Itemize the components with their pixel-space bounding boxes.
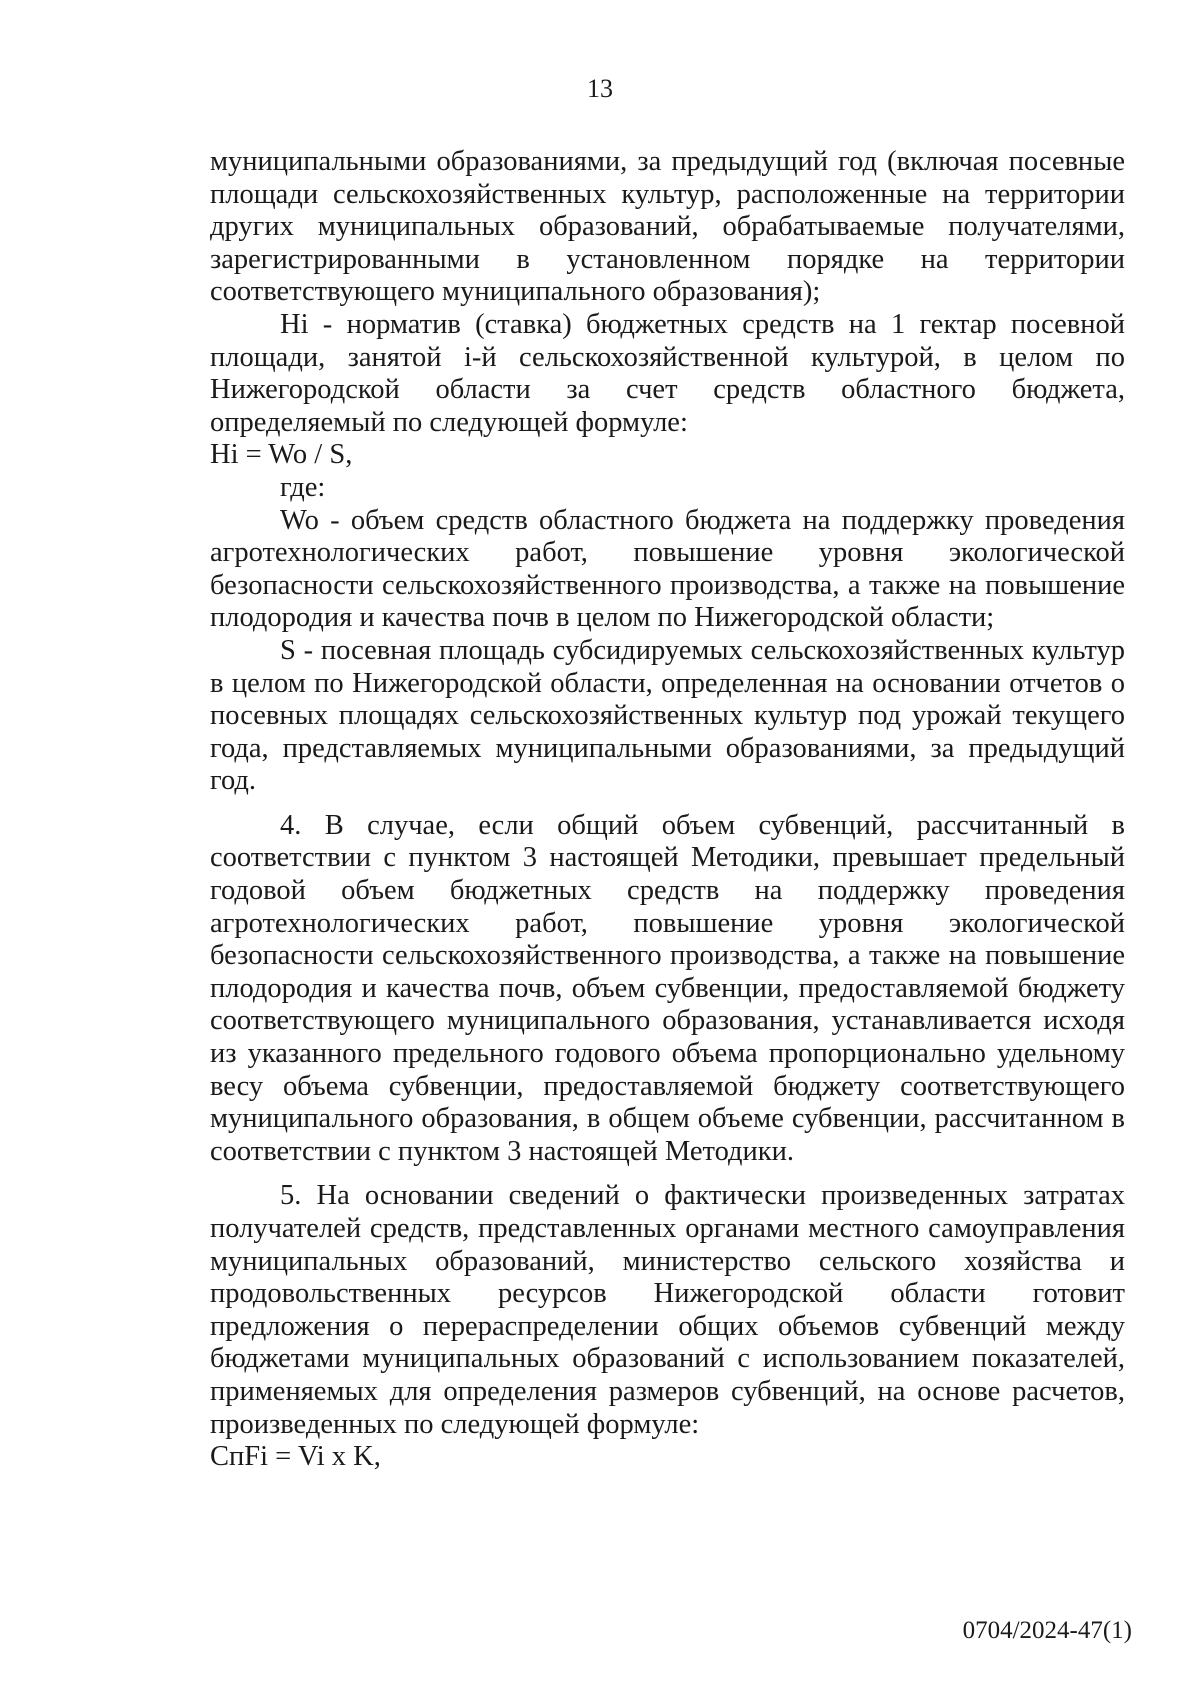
paragraph-s-definition: S - посевная площадь субсидируемых сельскохозяйственных культур в целом по Нижегородской области, определенная на основании отчетов о посевных площадях сельскохозяйственных культур под урожай текущего года, представляемых муниципальными образованиями, за предыдущий год. (210, 634, 1125, 797)
paragraph-item-4: 4. В случае, если общий объем субвенций, рассчитанный в соответствии с пунктом 3 настоящей Методики, превышает предельный годовой объем бюджетных средств на поддержку проведения агротехнологических работ, повышение уровня экологической безопасности сельскохозяйственного производства, а также на повышение плодородия и качества почв, объем субвенции, предоставляемой бюджету соответствующего муниципального образования, устанавливается исходя из указанного предельного годового объема пропорционально удельному весу объема субвенции, предоставляемой бюджету соответствующего муниципального образования, в общем объеме субвенции, рассчитанном в соответствии с пунктом 3 настоящей Методики. (210, 809, 1125, 1167)
document-id: 0704/2024-47(1) (962, 1617, 1132, 1644)
paragraph-continuation: муниципальными образованиями, за предыдущий год (включая посевные площади сельскохозяйственных культур, расположенные на территории других муниципальных образований, обрабатываемые получателями, зарегистрированными в установленном порядке на территории соответствующего муниципального образования); (210, 146, 1125, 308)
paragraph-wo-definition: Wo - объем средств областного бюджета на поддержку проведения агротехнологических работ, повышение уровня экологической безопасности сельскохозяйственного производства, а также на повышение плодородия и качества почв в целом по Нижегородской области; (210, 504, 1125, 634)
paragraph-norm-definition: Нi - норматив (ставка) бюджетных средств на 1 гектар посевной площади, занятой i-й сельскохозяйственной культурой, в целом по Нижегородской области за счет средств областного бюджета, определяемый по следующей формуле: (210, 308, 1125, 438)
formula-norm: Нi = Wo / S, (210, 439, 353, 471)
formula-redistribution: СпFi = Vi x K, (210, 1441, 381, 1473)
document-body (210, 146, 1125, 1474)
where-label: где: (280, 471, 326, 503)
paragraph-item-5: 5. На основании сведений о фактически произведенных затратах получателей средств, представленных органами местного самоуправления муниципальных образований, министерство сельского хозяйства и продовольственных ресурсов Нижегородской области готовит предложения о перераспределении общих объемов субвенций между бюджетами муниципальных образований с использованием показателей, применяемых для определения размеров субвенций, на основе расчетов, произведенных по следующей формуле: (210, 1180, 1125, 1440)
page-number: 13 (587, 74, 613, 103)
